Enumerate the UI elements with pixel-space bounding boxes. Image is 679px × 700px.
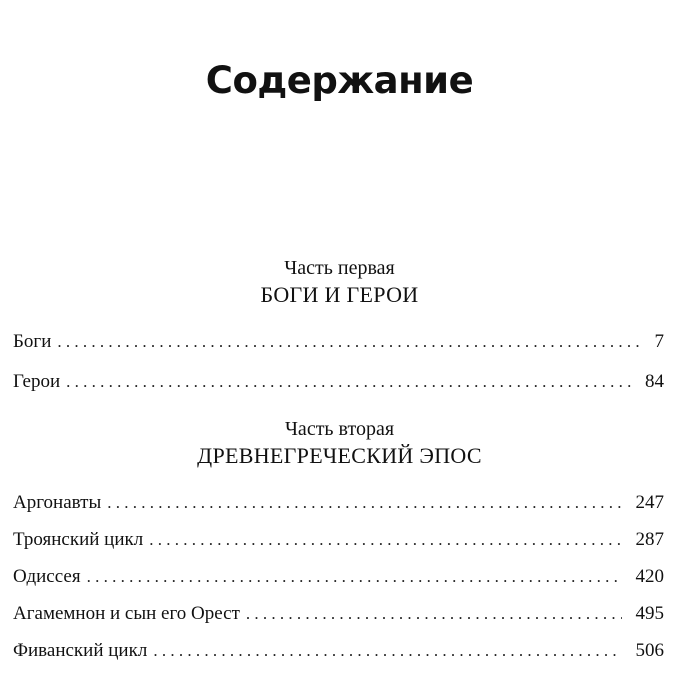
toc-page-number: 420	[635, 566, 664, 587]
toc-entry-title: Агамемнон и сын его Орест	[13, 603, 240, 624]
part-label: Часть вторая	[284, 418, 395, 440]
toc-entry-odyssey[interactable]	[13, 564, 664, 590]
toc-entry-title: Троянский цикл	[13, 529, 144, 550]
toc-entry-trojan-cycle[interactable]	[13, 527, 664, 553]
dot-leader	[87, 564, 622, 590]
toc-page-number: 247	[635, 492, 664, 513]
toc-entry-theban-cycle[interactable]	[13, 638, 664, 664]
toc-page-number: 287	[635, 529, 664, 550]
dot-leader	[57, 329, 640, 355]
dot-leader	[153, 638, 621, 664]
dot-leader	[149, 527, 621, 553]
dot-leader	[66, 369, 631, 395]
part-heading-1	[0, 255, 679, 309]
toc-page-number: 84	[645, 371, 664, 392]
toc-page-number: 506	[635, 640, 664, 661]
dot-leader	[107, 490, 621, 516]
toc-entry-agamemnon[interactable]	[13, 601, 664, 627]
toc-entry-title: Аргонавты	[13, 492, 102, 513]
toc-entry-title: Одиссея	[13, 566, 81, 587]
toc-page-number: 7	[654, 331, 664, 352]
page-title: Содержание	[205, 58, 474, 102]
part-name: БОГИ И ГЕРОИ	[260, 282, 419, 307]
toc-entry-argonauts[interactable]	[13, 490, 664, 516]
part-name: ДРЕВНЕГРЕЧЕСКИЙ ЭПОС	[197, 443, 482, 468]
part-label: Часть первая	[284, 257, 395, 279]
toc-entry-title: Герои	[13, 371, 61, 392]
toc-entry-gods[interactable]	[13, 329, 664, 355]
toc-page-number: 495	[635, 603, 664, 624]
toc-entry-heroes[interactable]	[13, 369, 664, 395]
toc-entry-title: Фиванский цикл	[13, 640, 148, 661]
dot-leader	[246, 601, 622, 627]
part-heading-2	[0, 416, 679, 470]
toc-entry-title: Боги	[13, 331, 52, 352]
